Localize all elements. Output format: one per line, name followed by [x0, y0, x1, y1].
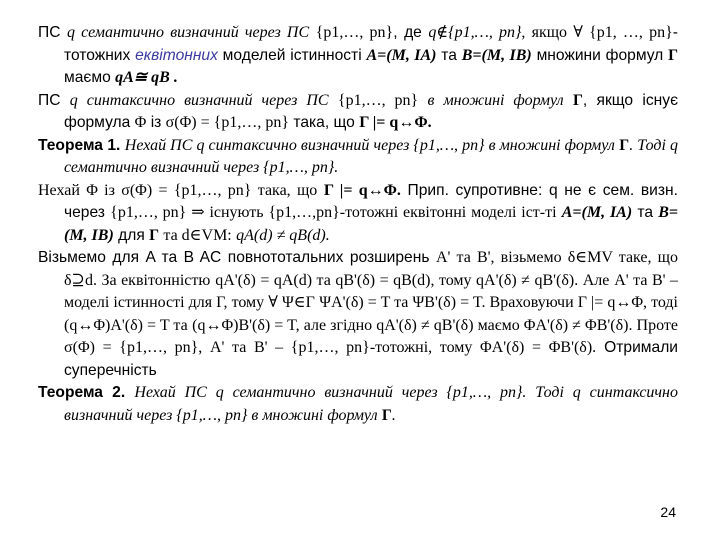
- qa-ne-qb: qA(d) ≠ qB(d).: [236, 226, 330, 244]
- not-definable-phrase: q не є сем. визн. через: [64, 181, 678, 221]
- ps-abbrev: ПС: [38, 24, 61, 41]
- proof-text-1: Візьмемо для A та B AC повнототальних розширень: [38, 249, 430, 266]
- proof-text-2: A' та B', візьмемо δ∈MV таке, що δ⊇d. За еквітонністю: [64, 249, 678, 289]
- theorem-2: [38, 382, 678, 427]
- gamma-symbol: Γ: [381, 406, 392, 424]
- and-word: та: [441, 46, 457, 64]
- truth-models-phrase: моделей істинності: [222, 46, 362, 64]
- proof-text-4: A' та B' – моделі істинності для Γ, тому ∀ Ψ∈Γ: [64, 271, 679, 311]
- proof-text-3: qA'(δ) = qA(d) та qB'(δ) = qB(d), тому qA'(δ) ≠ qB'(δ). Але: [215, 271, 610, 289]
- such-that-phrase: така, що: [293, 114, 355, 131]
- equitone-word: еквітонних: [135, 46, 218, 64]
- theorem-1-body-b: . Тоді q семантично визначний через {p1,…, pn}.: [64, 136, 679, 176]
- variable-set: {p1,…, pn}: [337, 91, 419, 109]
- semantic-phrase: q семантично визначний через ПС: [67, 24, 310, 41]
- theorem-1: [38, 135, 678, 180]
- proof-text-7: σ(Φ) = {p1,…, pn}, A' та B' – {p1,…, pn}-тотожні, тому ΦA'(δ) = ΦB'(δ).: [64, 339, 597, 356]
- contradiction-text: Отримали суперечність: [64, 339, 678, 379]
- d-in-vm: та d∈VM:: [163, 226, 232, 244]
- theorem-1-label: Теорема 1.: [38, 136, 121, 154]
- slide-content: [38, 22, 678, 427]
- qa-qb-relation: qA≅ qB .: [115, 69, 178, 86]
- proof-line-2: {p1,…, pn} ⇒ існують {p1,…,pn}-тотожні еквітонні моделі іст-ті: [110, 204, 557, 221]
- if-exists-phrase: , якщо існує формула: [64, 91, 679, 131]
- paragraph-syntactic-definition: [38, 90, 678, 135]
- identical-word: -тотожних: [64, 24, 678, 64]
- phi-symbol: Φ: [134, 114, 147, 131]
- gamma-symbol: Γ: [668, 46, 678, 64]
- model-b: B=(M, IB): [461, 46, 532, 64]
- proof-line-1a: Нехай Φ із σ(Φ) = {p1,…, pn} така, що: [38, 181, 318, 199]
- we-have-word: маємо: [64, 69, 111, 86]
- proof-text-6: (q↔Φ)B'(δ) = T, але згідно qA'(δ) ≠ qB'(δ) маємо ΦA'(δ) ≠ ΦB'(δ). Проте: [192, 316, 678, 334]
- theorem-1-body-a: Нехай ПС q синтаксично визначний через {p1,…, pn} в множині формул: [124, 136, 615, 154]
- variable-set: {p1,…, pn}: [315, 24, 394, 41]
- from-word: із: [150, 114, 162, 131]
- gamma-symbol: Γ: [619, 136, 630, 154]
- page-number: 24: [660, 504, 676, 520]
- gamma-symbol: Γ: [572, 91, 583, 109]
- syntactic-phrase: q синтаксично визначний через ПС: [69, 91, 329, 109]
- model-a: A=(M, IA): [561, 204, 633, 221]
- condition-not-in-set: q∉{p1,…, pn}: [428, 24, 522, 41]
- proof-paragraph-2: [38, 247, 678, 382]
- paragraph-semantic-definition: [38, 22, 678, 90]
- model-a: A=(M, IA): [366, 46, 437, 64]
- theorem-2-label: Теорема 2.: [38, 384, 126, 401]
- in-formula-set-phrase: в множині формул: [427, 91, 564, 109]
- sigma-phi-equation: σ(Φ) = {p1,…, pn}: [165, 114, 290, 131]
- theorem-2-body-b: .: [391, 406, 396, 424]
- entailment-formula: Γ |= q↔Φ.: [323, 181, 401, 199]
- for-word: для: [118, 226, 145, 244]
- model-b: B=(M, IB): [64, 204, 678, 244]
- for-all-clause: , якщо ∀ {p1, …, pn}: [521, 24, 673, 41]
- proof-text-5: ΨA'(δ) = T та ΨB'(δ) = T. Враховуючи Γ |= q↔Φ, тоді (q↔Φ)A'(δ) = T та: [64, 294, 678, 334]
- proof-paragraph-1: [38, 180, 678, 248]
- theorem-2-body-a: Нехай ПС q семантично визначний через {p1,…, pn}. Тоді q синтаксично визначний через {p1,…, pn} в множині формул: [64, 384, 678, 424]
- formula-set-phrase: множини формул: [536, 46, 664, 64]
- ps-abbrev: ПС: [38, 91, 61, 109]
- gamma-symbol: Γ: [149, 226, 160, 244]
- de-word: , де: [393, 24, 422, 41]
- entailment-formula: Γ |= q↔Φ.: [359, 114, 432, 131]
- and-word: та: [637, 204, 653, 221]
- assume-contrary: Прип. супротивне:: [407, 181, 543, 199]
